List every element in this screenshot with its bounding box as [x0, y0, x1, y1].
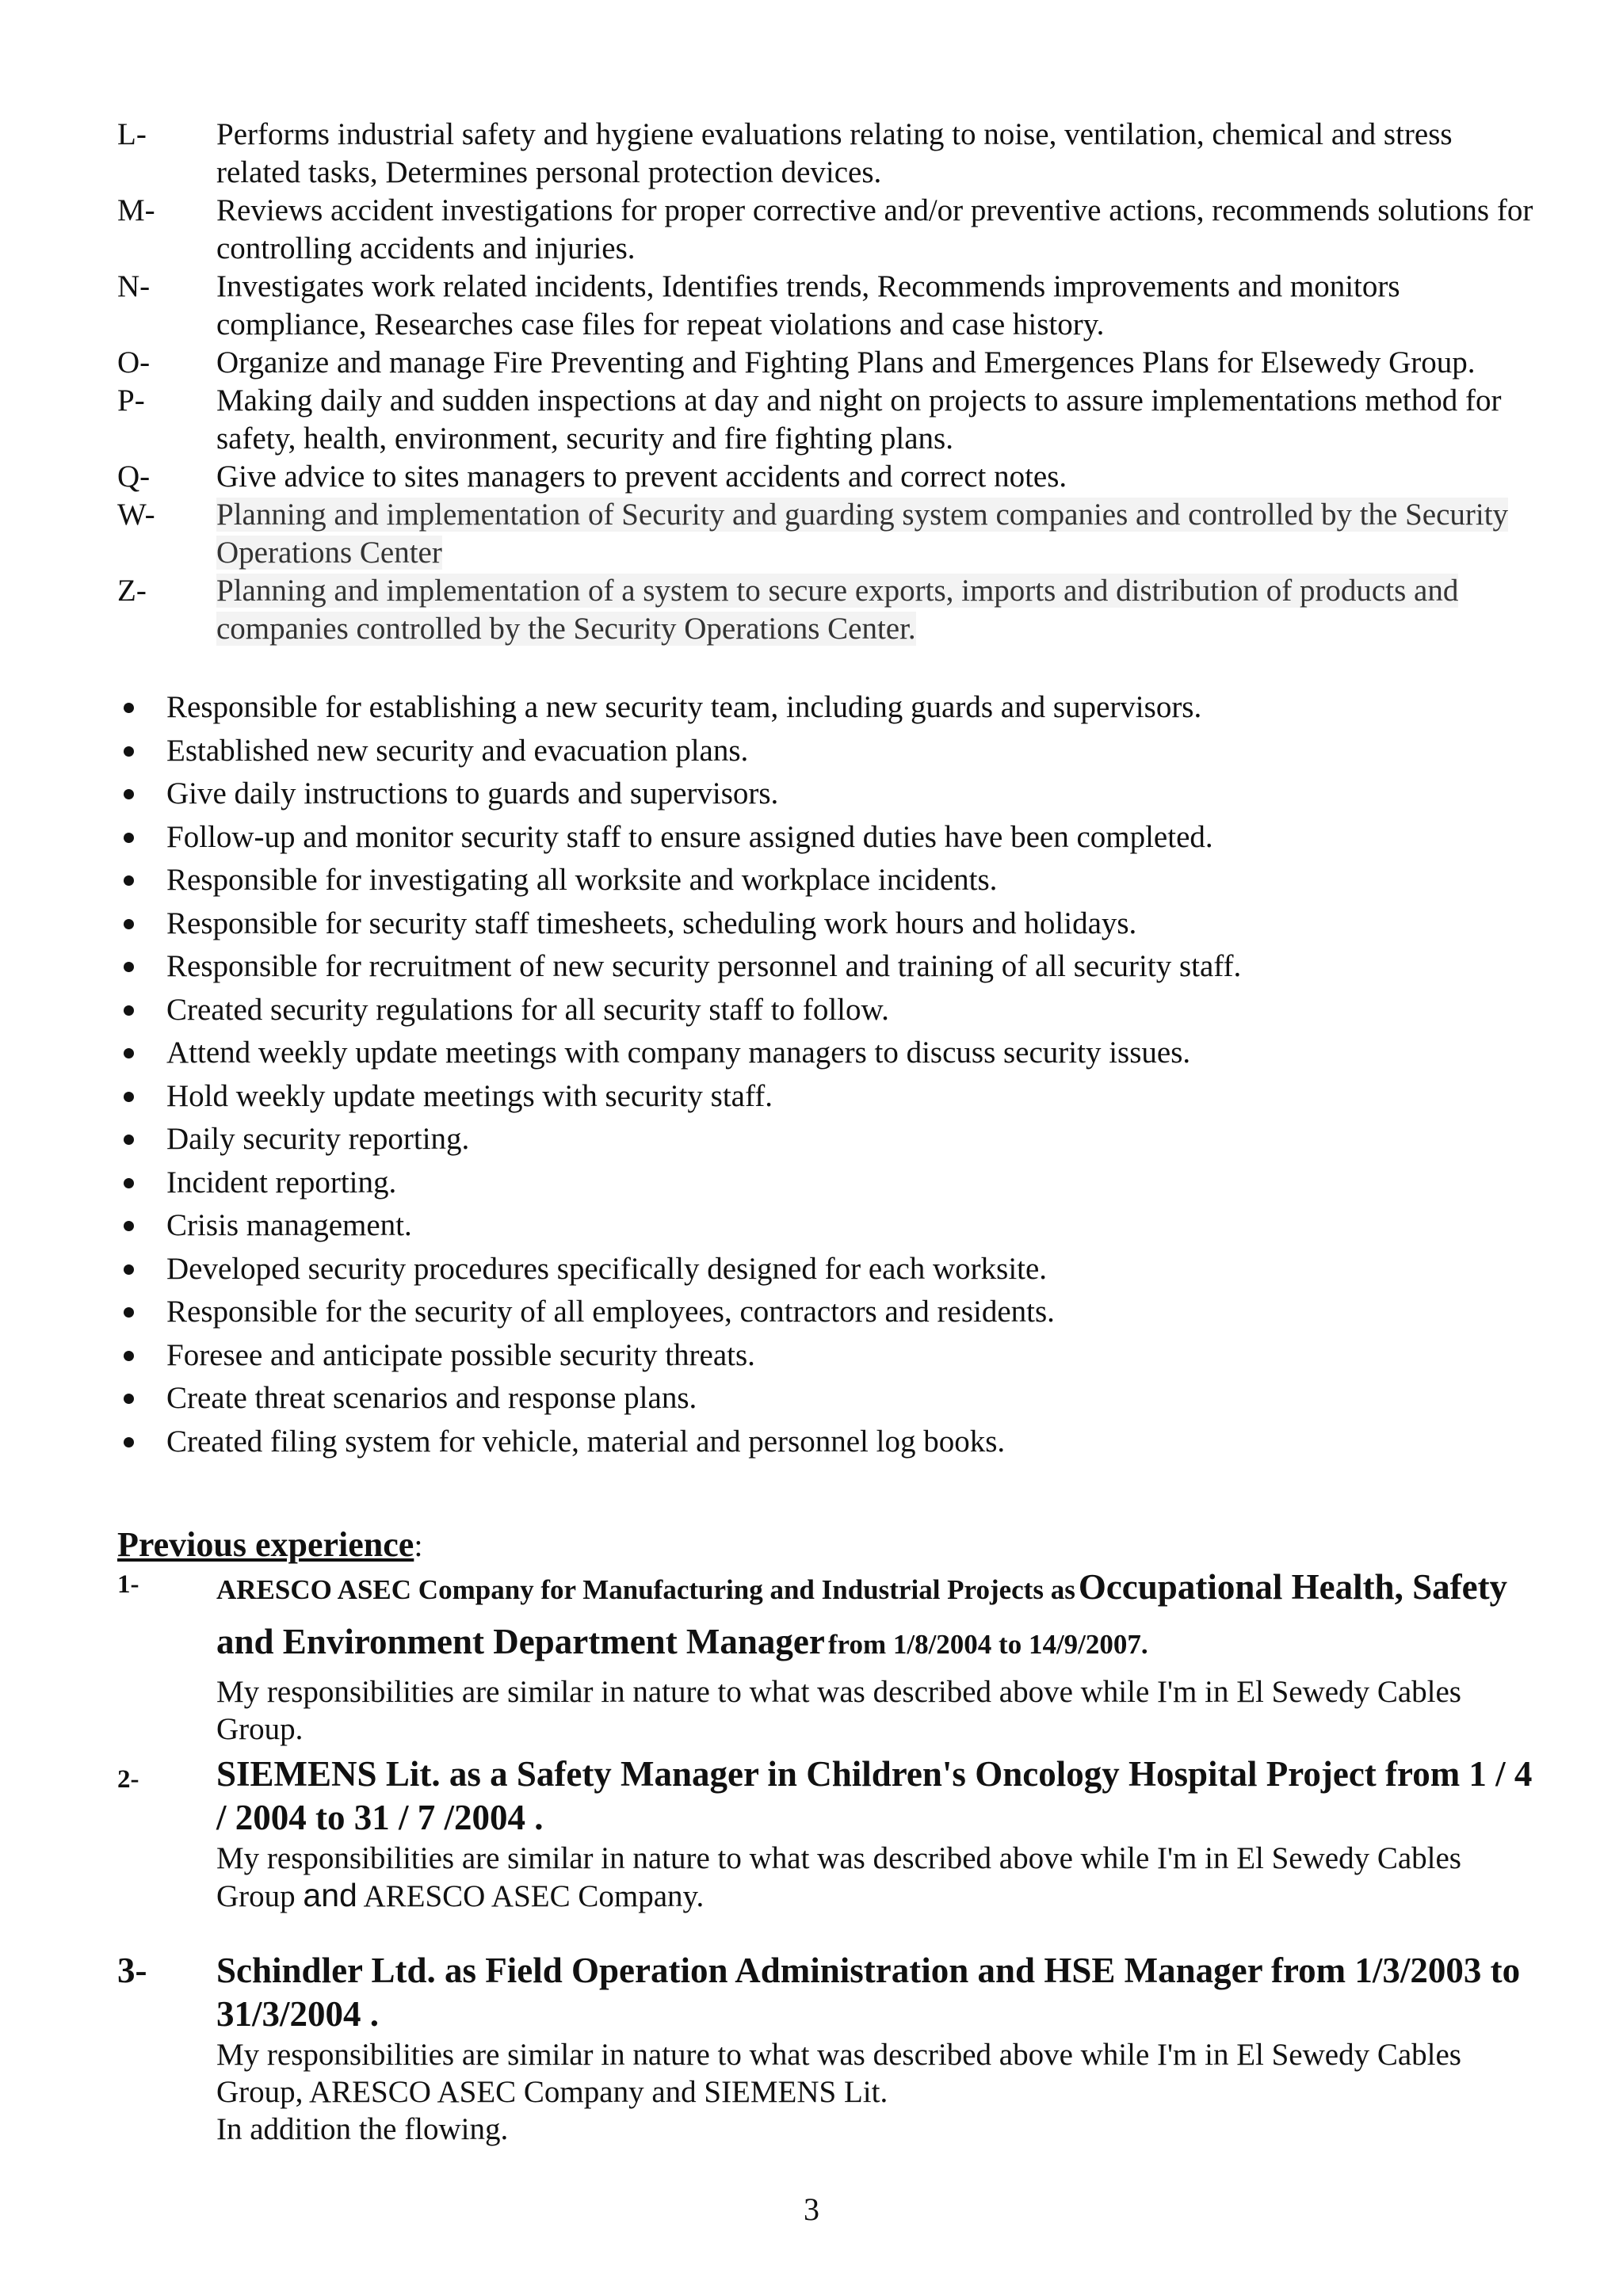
item-marker: P- — [117, 383, 145, 418]
item-text: Investigates work related incidents, Identifies trends, Recommends improvements and monitors compliance, Researches case files for repeat violations and case history. — [216, 269, 1400, 341]
heading-colon: : — [414, 1527, 423, 1563]
job-body — [216, 1753, 1544, 1915]
bullet-dot-icon — [124, 1221, 134, 1231]
job-description-part: ARESCO ASEC Company. — [363, 1879, 705, 1913]
bullet-text: Responsible for recruitment of new security personnel and training of all security staff. — [166, 949, 1242, 983]
bullet-text: Foresee and anticipate possible security threats. — [166, 1337, 755, 1372]
bullet-dot-icon — [124, 1048, 134, 1058]
bullet-item — [117, 816, 1544, 860]
job-body — [216, 1949, 1544, 2148]
bullet-text: Hold weekly update meetings with security staff. — [166, 1078, 773, 1113]
bullet-text: Follow-up and monitor security staff to ensure assigned duties have been completed. — [166, 819, 1213, 854]
lettered-duty-list — [117, 116, 1544, 648]
bullet-item — [117, 1075, 1544, 1119]
bullet-text: Responsible for the security of all employees, contractors and residents. — [166, 1295, 1055, 1329]
bullet-item — [117, 859, 1544, 902]
bullet-text: Crisis management. — [166, 1208, 412, 1242]
bullet-item — [117, 1204, 1544, 1248]
bullet-dot-icon — [124, 1178, 134, 1188]
bullet-item — [117, 1421, 1544, 1464]
bullet-dot-icon — [124, 875, 134, 886]
job-description-part: and — [303, 1877, 357, 1913]
job-number: 3- — [117, 1951, 147, 1990]
job-title-dates: from 1/8/2004 to 14/9/2007. — [827, 1629, 1148, 1660]
job-description — [216, 1840, 1544, 1915]
bullet-item — [117, 1248, 1544, 1291]
job-title: SIEMENS Lit. as a Safety Manager in Children's Oncology Hospital Project from 1 / 4 / 2004 to 31 / 7 /2004 . — [216, 1754, 1533, 1837]
lettered-item — [117, 382, 1544, 458]
item-marker: M- — [117, 193, 155, 227]
item-text: Reviews accident investigations for proper corrective and/or preventive actions, recommends solutions for controlling accidents and injuries. — [216, 193, 1533, 265]
bullet-dot-icon — [124, 919, 134, 929]
item-text: Planning and implementation of Security and guarding system companies and controlled by the Security Operations Center — [216, 498, 1509, 570]
bullet-item — [117, 730, 1544, 773]
bullet-dot-icon — [124, 1264, 134, 1275]
item-marker: L- — [117, 117, 147, 151]
bullet-text: Responsible for investigating all worksite and workplace incidents. — [166, 863, 998, 897]
lettered-item — [117, 458, 1544, 496]
bullet-text: Created security regulations for all security staff to follow. — [166, 992, 889, 1027]
page-number: 3 — [804, 2191, 819, 2227]
bullet-dot-icon — [124, 1437, 134, 1447]
bullet-dot-icon — [124, 1005, 134, 1016]
bullet-item — [117, 772, 1544, 816]
lettered-item — [117, 268, 1544, 344]
bullet-text: Incident reporting. — [166, 1165, 397, 1199]
bullet-item — [117, 902, 1544, 946]
lettered-item — [117, 192, 1544, 268]
job-entry — [117, 1949, 1544, 2148]
bullet-text: Attend weekly update meetings with company managers to discuss security issues. — [166, 1035, 1191, 1070]
bullet-item — [117, 686, 1544, 730]
bullet-dot-icon — [124, 1092, 134, 1102]
item-marker: Q- — [117, 460, 151, 494]
item-text: Planning and implementation of a system to secure exports, imports and distribution of products and companies controlled by the Security Operations Center. — [216, 574, 1459, 646]
bullet-dot-icon — [124, 833, 134, 843]
bullet-dot-icon — [124, 1351, 134, 1361]
job-entry — [117, 1564, 1544, 1748]
job-description: My responsibilities are similar in nature to what was described above while I'm in El Sewedy Cables Group, ARESCO ASEC Company and SIEMENS Lit. — [216, 2038, 1461, 2109]
bullet-text: Created filing system for vehicle, material and personnel log books. — [166, 1424, 1006, 1459]
bullet-item — [117, 1334, 1544, 1378]
previous-experience-heading — [117, 1521, 422, 1569]
bullet-text: Give daily instructions to guards and supervisors. — [166, 776, 779, 810]
bullet-text: Daily security reporting. — [166, 1122, 470, 1156]
item-marker: W- — [117, 498, 155, 532]
item-text: Making daily and sudden inspections at day and night on projects to assure implementations method for safety, health, environment, security and fire fighting plans. — [216, 383, 1502, 456]
item-text: Give advice to sites managers to prevent accidents and correct notes. — [216, 460, 1067, 494]
job-title: Schindler Ltd. as Field Operation Administration and HSE Manager from 1/3/2003 to 31/3/2004 . — [216, 1951, 1521, 2034]
bullet-item — [117, 1032, 1544, 1075]
bullet-dot-icon — [124, 746, 134, 757]
job-title — [216, 1564, 1544, 1673]
bullet-item — [117, 1291, 1544, 1334]
bullet-item — [117, 1118, 1544, 1161]
item-marker: O- — [117, 345, 151, 379]
job-number: 1- — [117, 1570, 139, 1599]
job-description-part: My responsibilities are similar in nature to what was described above while I'm in El Sewedy Cables Group — [216, 1841, 1461, 1913]
job-title-company: ARESCO ASEC Company for Manufacturing and Industrial Projects as — [216, 1574, 1075, 1605]
bullet-item — [117, 989, 1544, 1032]
bullet-item — [117, 1377, 1544, 1421]
bullet-dot-icon — [124, 1307, 134, 1318]
item-text: Organize and manage Fire Preventing and Fighting Plans and Emergences Plans for Elsewedy Group. — [216, 345, 1476, 379]
bullet-item — [117, 945, 1544, 989]
job-entry — [117, 1753, 1544, 1915]
bullet-text: Responsible for security staff timesheets, scheduling work hours and holidays. — [166, 906, 1137, 940]
heading-text: Previous experience — [117, 1525, 414, 1564]
bullet-dot-icon — [124, 789, 134, 799]
bullet-item — [117, 1161, 1544, 1205]
bullet-text: Established new security and evacuation plans. — [166, 733, 749, 768]
job-body — [216, 1564, 1544, 1748]
lettered-item — [117, 344, 1544, 382]
lettered-item — [117, 116, 1544, 192]
bullet-text: Create threat scenarios and response plans. — [166, 1381, 697, 1415]
item-marker: Z- — [117, 574, 147, 608]
bullet-duty-list — [117, 686, 1544, 1463]
bullet-dot-icon — [124, 1135, 134, 1145]
bullet-dot-icon — [124, 703, 134, 713]
bullet-dot-icon — [124, 962, 134, 972]
bullet-text: Developed security procedures specifically designed for each worksite. — [166, 1251, 1048, 1286]
lettered-item — [117, 496, 1544, 572]
bullet-dot-icon — [124, 1394, 134, 1404]
item-text: Performs industrial safety and hygiene evaluations relating to noise, ventilation, chemical and stress related tasks, Determines personal protection devices. — [216, 117, 1453, 189]
job-number: 2- — [117, 1765, 139, 1794]
job-title-role: Occupational Health, Safety and Environment Department Manager — [216, 1567, 1508, 1661]
job-note: In addition the flowing. — [216, 2112, 509, 2146]
lettered-item — [117, 572, 1544, 648]
item-marker: N- — [117, 269, 151, 303]
job-description: My responsibilities are similar in nature to what was described above while I'm in El Sewedy Cables Group. — [216, 1675, 1461, 1746]
bullet-text: Responsible for establishing a new security team, including guards and supervisors. — [166, 690, 1202, 724]
